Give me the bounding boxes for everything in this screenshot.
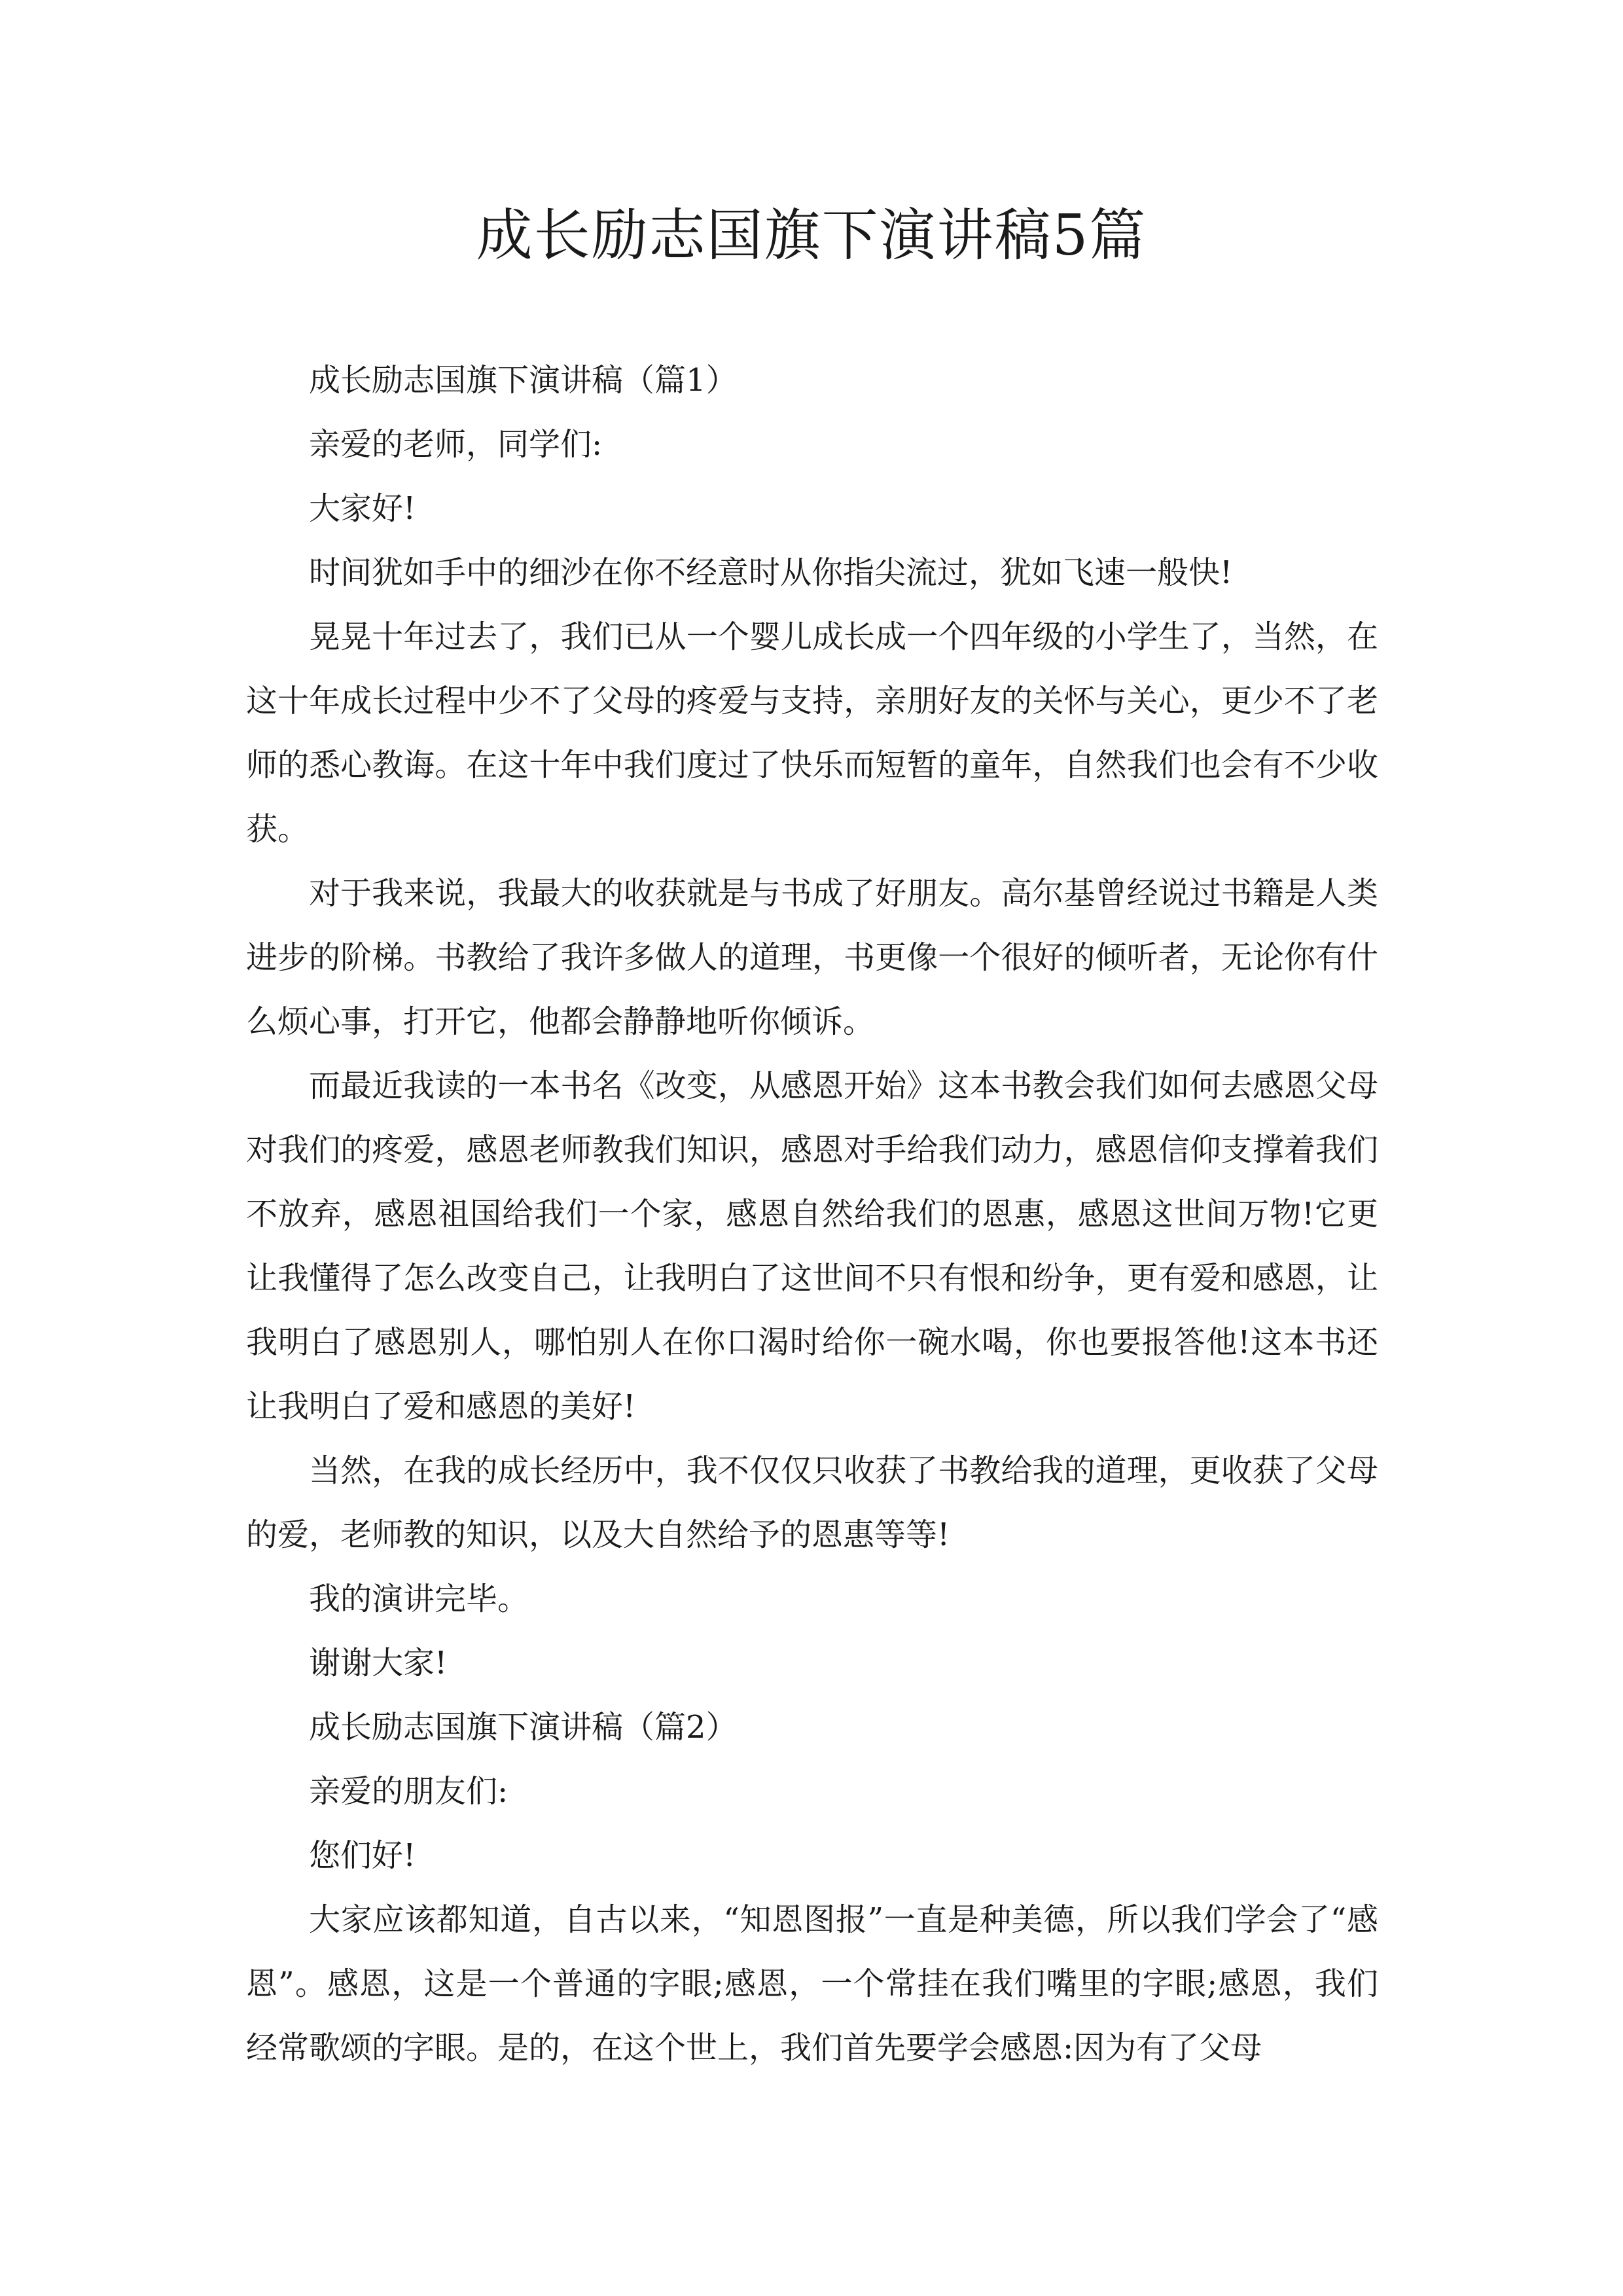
salutation: 亲爱的朋友们: (309, 1773, 508, 1810)
greeting: 大家好! (309, 490, 416, 527)
closing-line: 我的演讲完毕。 (309, 1581, 529, 1617)
greeting: 您们好! (309, 1837, 416, 1874)
body-paragraph: 晃晃十年过去了，我们已从一个婴儿成长成一个四年级的小学生了，当然，在这十年成长过程中少不了父母的疼爱与支持，亲朋好友的关怀与关心，更少不了老师的悉心教诲。在这十年中我们度过了快乐而短暂的童年，自然我们也会有不少收获。 (246, 619, 1378, 848)
closing-thanks: 谢谢大家! (309, 1645, 448, 1681)
body-paragraph: 当然，在我的成长经历中，我不仅仅只收获了书教给我的道理，更收获了父母的爱，老师教的知识，以及大自然给予的恩惠等等! (246, 1452, 1378, 1553)
document-title: 成长励志国旗下演讲稿5篇 (476, 203, 1147, 268)
heading-part-2: 成长励志国旗下演讲稿（篇2） (309, 1709, 738, 1746)
body-paragraph: 大家应该都知道，自古以来，“知恩图报”一直是种美德，所以我们学会了“感恩”。感恩，这是一个普通的字眼;感恩，一个常挂在我们嘴里的字眼;感恩，我们经常歌颂的字眼。是的，在这个世上，我们首先要学会感恩:因为有了父母 (246, 1901, 1378, 2066)
heading-part-1: 成长励志国旗下演讲稿（篇1） (309, 362, 738, 399)
document-body (246, 348, 1378, 2080)
salutation: 亲爱的老师，同学们: (309, 426, 603, 463)
body-paragraph: 对于我来说，我最大的收获就是与书成了好朋友。高尔基曾经说过书籍是人类进步的阶梯。书教给了我许多做人的道理，书更像一个很好的倾听者，无论你有什么烦心事，打开它，他都会静静地听你倾诉。 (246, 875, 1378, 1040)
body-paragraph: 而最近我读的一本书名《改变，从感恩开始》这本书教会我们如何去感恩父母对我们的疼爱，感恩老师教我们知识，感恩对手给我们动力，感恩信仰支撑着我们不放弃，感恩祖国给我们一个家，感恩自然给我们的恩惠，感恩这世间万物!它更让我懂得了怎么改变自己，让我明白了这世间不只有恨和纷争，更有爱和感恩，让我明白了感恩别人，哪怕别人在你口渴时给你一碗水喝，你也要报答他!这本书还让我明白了爱和感恩的美好! (246, 1067, 1378, 1425)
body-paragraph: 时间犹如手中的细沙在你不经意时从你指尖流过，犹如飞速一般快! (309, 554, 1233, 591)
